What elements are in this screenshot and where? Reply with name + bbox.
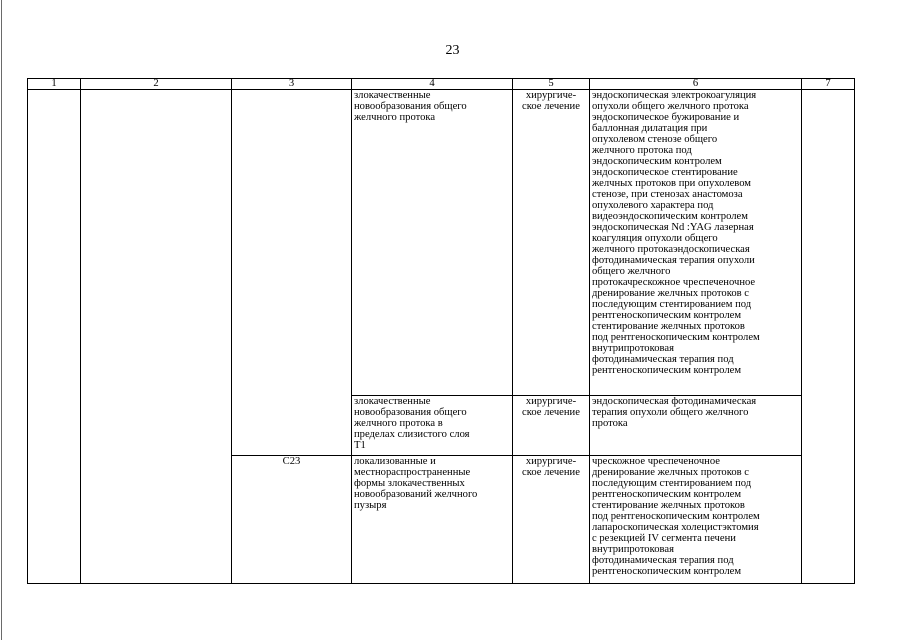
page-edge-line [1, 0, 2, 640]
method-cell: эндоскопическая электрокоагуляция опухоли общего желчного протока эндоскопическое бужирование и баллонная дилатация при опухолевом стенозе общего желчного протока под эндоскопическим контролем эндоскопическое стентирование желчных протоков при опухолевом стенозе, при стенозах анастомоза опухолевого характера под видеоэндоскопическим контролем эндоскопическая Nd :YAG лазерная коагуляция опухоли общего желчного протокаэндоскопическая фотодинамическая терапия опухоли общего желчного протокачрескожное чреспеченочное дренирование желчных протоков с последующим стентированием под рентгеноскопическим контролем стентирование желчных протоков под рентгеноскопическим контролем внутрипротоковая фотодинамическая терапия под рентгеноскопическим контролем [590, 90, 802, 396]
column-header-7: 7 [802, 79, 855, 90]
column-header-6: 6 [590, 79, 802, 90]
condition-cell: злокачественные новообразования общего желчного протока в пределах слизистого слоя T1 [352, 396, 513, 456]
procedures-table [27, 78, 855, 584]
method-cell: чрескожное чреспеченочное дренирование желчных протоков с последующим стентированием под рентгеноскопическим контролем стентирование желчных протоков под рентгеноскопическим контролем лапароскопическая холецистэктомия с резекцией IV сегмента печени внутрипротоковая фотодинамическая терапия под рентгеноскопическим контролем [590, 456, 802, 584]
code-cell: C23 [232, 456, 352, 584]
column-numbers-row [28, 79, 855, 90]
treatment-cell: хирургиче- ское лечение [513, 456, 590, 584]
column-2-cell [81, 90, 232, 584]
table-row [28, 90, 855, 396]
column-header-3: 3 [232, 79, 352, 90]
column-header-5: 5 [513, 79, 590, 90]
method-cell: эндоскопическая фотодинамическая терапия опухоли общего желчного протока [590, 396, 802, 456]
column-header-1: 1 [28, 79, 81, 90]
page-number: 23 [445, 43, 460, 58]
code-cell [232, 90, 352, 456]
condition-cell: локализованные и местнораспространенные формы злокачественных новообразований желчного пузыря [352, 456, 513, 584]
column-7-cell [802, 90, 855, 584]
column-1-cell [28, 90, 81, 584]
column-header-4: 4 [352, 79, 513, 90]
treatment-cell: хирургиче- ское лечение [513, 396, 590, 456]
condition-cell: злокачественные новообразования общего желчного протока [352, 90, 513, 396]
treatment-cell: хирургиче- ское лечение [513, 90, 590, 396]
column-header-2: 2 [81, 79, 232, 90]
